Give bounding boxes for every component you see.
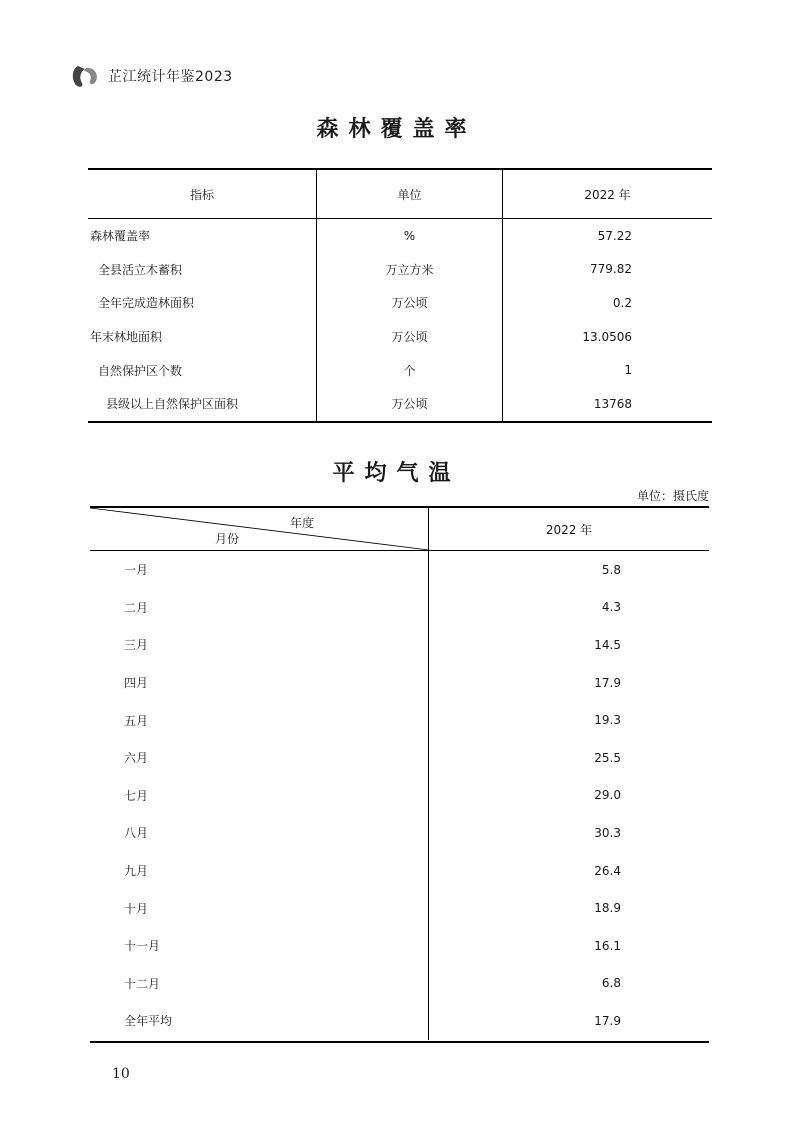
month-label: 九月 (124, 864, 149, 879)
month-label: 二月 (124, 600, 149, 615)
temperature-table-title: 平均气温 (332, 460, 461, 486)
month-label: 十二月 (124, 976, 161, 991)
temperature-value: 25.5 (594, 750, 621, 765)
temperature-table (90, 506, 709, 1043)
corner-label-month: 月份 (215, 532, 240, 546)
temperature-table-header (90, 508, 709, 551)
month-label: 三月 (124, 638, 149, 653)
indicator-unit: 万公顷 (317, 286, 503, 320)
month-label: 十月 (124, 901, 149, 916)
column-header-year: 2022 年 (584, 187, 631, 202)
month-label: 一月 (124, 563, 149, 578)
column-header-indicator: 指标 (88, 170, 317, 218)
temperature-value: 5.8 (601, 562, 621, 577)
yearbook-logo-icon (70, 63, 100, 89)
month-label: 六月 (124, 751, 149, 766)
month-label: 八月 (124, 826, 149, 841)
table-row (88, 353, 712, 387)
page-number: 10 (112, 1066, 130, 1082)
forest-table-header (88, 170, 712, 219)
temperature-value: 17.9 (594, 1013, 621, 1028)
temperature-value: 19.3 (594, 713, 621, 728)
indicator-unit: 万公顷 (317, 320, 503, 354)
indicator-value: 1 (624, 363, 632, 378)
table-row (90, 701, 709, 739)
table-row (90, 589, 709, 627)
table-row (90, 852, 709, 890)
temperature-value: 18.9 (594, 901, 621, 916)
table-row (88, 320, 712, 354)
forest-table (88, 168, 712, 423)
forest-table-body (88, 219, 712, 420)
table-row (90, 927, 709, 965)
month-label: 七月 (124, 788, 149, 803)
table-row (90, 1002, 709, 1040)
table-row (90, 551, 709, 589)
table-row (90, 739, 709, 777)
temperature-value: 14.5 (594, 637, 621, 652)
corner-label-year: 年度 (290, 516, 315, 530)
diagonal-divider (90, 508, 429, 550)
table-row (90, 777, 709, 815)
indicator-name: 森林覆盖率 (88, 219, 317, 253)
table-row (90, 889, 709, 927)
indicator-name: 年末林地面积 (88, 320, 317, 354)
unit-note: 单位：摄氏度 (636, 489, 709, 503)
indicator-unit: % (317, 219, 503, 253)
table-row (88, 286, 712, 320)
forest-table-title: 森林覆盖率 (316, 116, 477, 142)
indicator-name: 自然保护区个数 (88, 353, 317, 387)
indicator-name: 全县活立木蓄积 (88, 253, 317, 287)
corner-cell (90, 508, 429, 550)
page-header (70, 62, 233, 90)
temperature-value: 6.8 (601, 976, 621, 991)
temperature-value: 29.0 (594, 788, 621, 803)
column-header-year: 2022 年 (545, 522, 593, 537)
temperature-value: 4.3 (601, 600, 621, 615)
indicator-value: 57.22 (597, 228, 632, 243)
yearbook-title: 芷江统计年鉴2023 (108, 69, 233, 85)
month-label: 五月 (124, 713, 149, 728)
indicator-unit: 万立方米 (317, 253, 503, 287)
table-row (88, 387, 712, 421)
table-row (90, 626, 709, 664)
temperature-value: 16.1 (594, 938, 621, 953)
indicator-value: 13768 (593, 396, 632, 411)
indicator-value: 779.82 (590, 262, 632, 277)
temperature-table-body (90, 551, 709, 1040)
indicator-value: 0.2 (612, 295, 632, 310)
table-row (88, 219, 712, 253)
temperature-value: 30.3 (594, 825, 621, 840)
table-row (90, 965, 709, 1003)
indicator-name: 全年完成造林面积 (88, 286, 317, 320)
indicator-unit: 万公顷 (317, 387, 503, 421)
column-header-unit: 单位 (317, 170, 503, 218)
month-label: 四月 (124, 676, 149, 691)
month-label: 全年平均 (124, 1014, 173, 1029)
indicator-name: 县级以上自然保护区面积 (88, 387, 317, 421)
indicator-unit: 个 (317, 353, 503, 387)
temperature-value: 26.4 (594, 863, 621, 878)
indicator-value: 13.0506 (582, 329, 632, 344)
table-row (88, 253, 712, 287)
temperature-value: 17.9 (594, 675, 621, 690)
table-row (90, 664, 709, 702)
table-row (90, 814, 709, 852)
month-label: 十一月 (124, 939, 161, 954)
